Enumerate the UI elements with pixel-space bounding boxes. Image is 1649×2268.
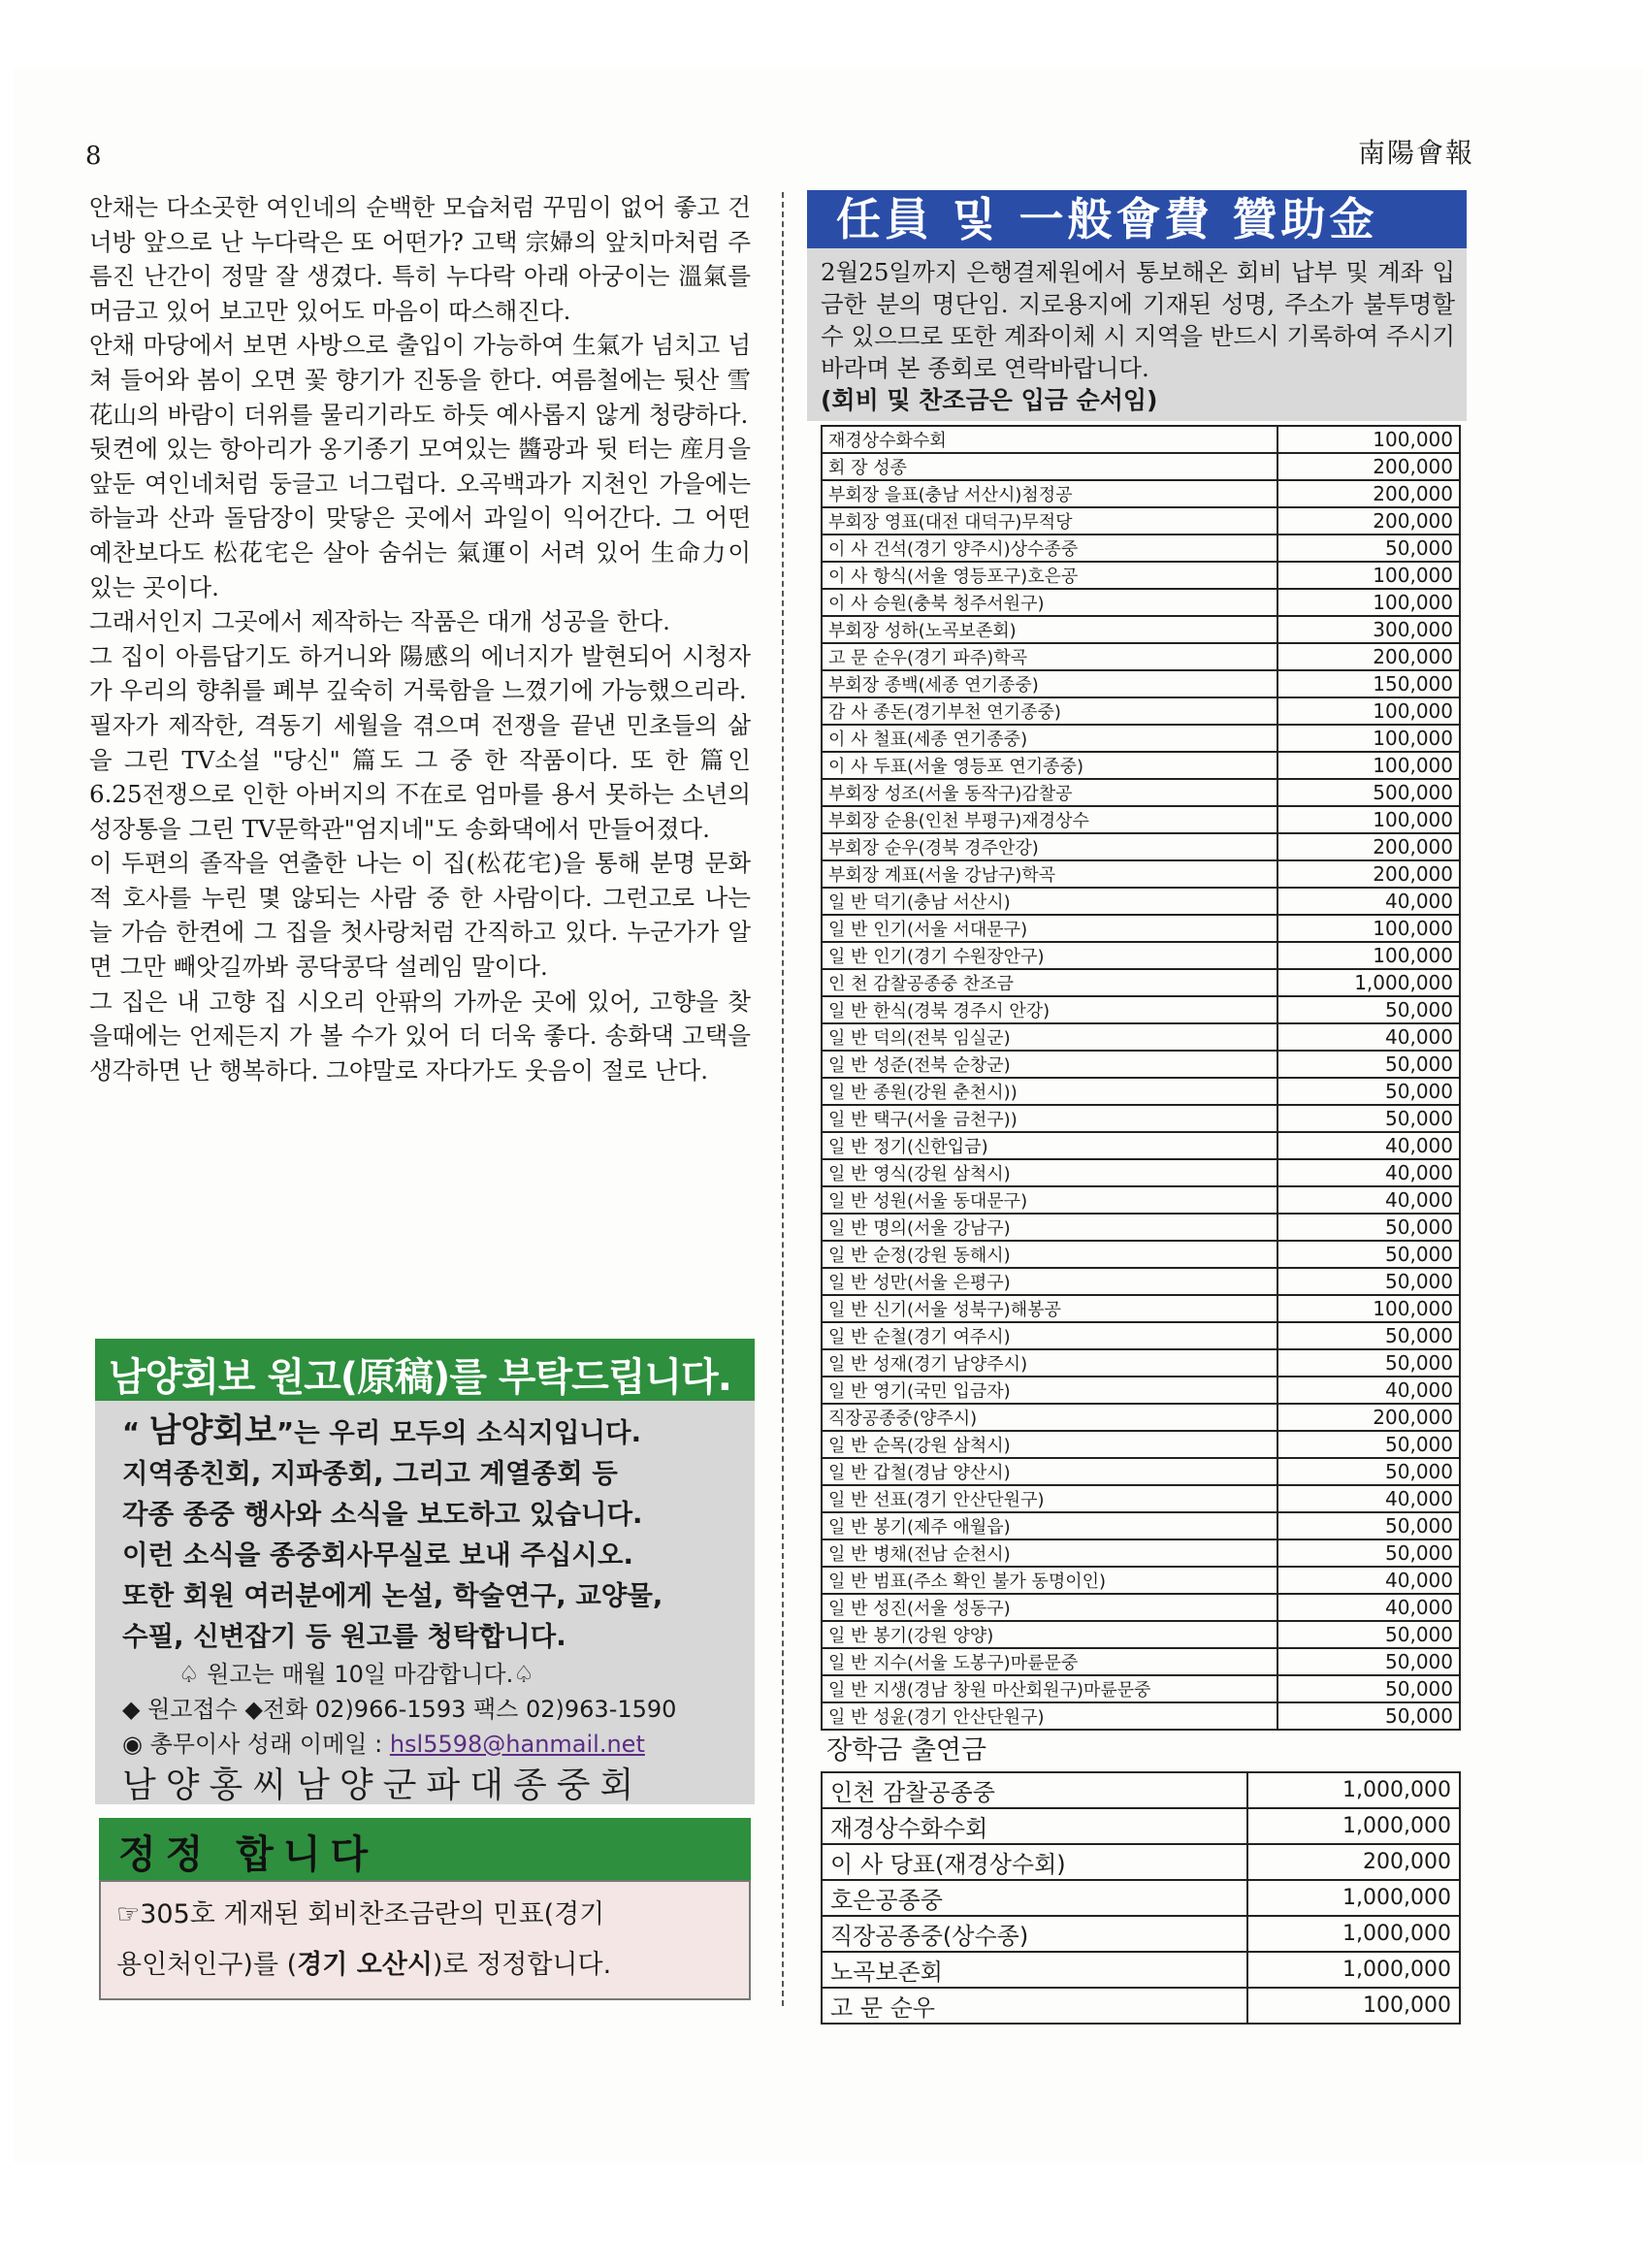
- request-line: 각종 종중 행사와 소식을 보도하고 있습니다.: [122, 1499, 643, 1530]
- table-row: [822, 888, 1460, 915]
- donations-intro-text: 2월25일까지 은행결제원에서 통보해온 회비 납부 및 계좌 입금한 분의 명단임. 지로용지에 기재된 성명, 주소가 불투명할 수 있으므로 또한 계좌이체 시 지역을 반드시 기록하여 주시기 바라며 본 종회로 연락바랍니다.: [821, 258, 1455, 382]
- donor-name: 일 반 인기(서울 서대문구): [822, 915, 1277, 942]
- donor-name: 일 반 봉기(강원 양양): [822, 1621, 1277, 1648]
- donor-name: 부회장 종백(세종 연기종중): [822, 670, 1277, 697]
- donation-amount: 50,000: [1277, 1431, 1460, 1458]
- pointing-hand-icon: ☞: [116, 1899, 141, 1929]
- table-row: [822, 1268, 1460, 1295]
- donor-name: 일 반 성원(서울 동대문구): [822, 1186, 1277, 1214]
- donor-name: 일 반 명의(서울 강남구): [822, 1214, 1277, 1241]
- table-row: [822, 1377, 1460, 1404]
- donation-amount: 150,000: [1277, 670, 1460, 697]
- donation-amount: 200,000: [1277, 860, 1460, 888]
- table-row: [822, 969, 1460, 996]
- donations-intro: [807, 248, 1467, 421]
- donation-amount: 100,000: [1277, 806, 1460, 833]
- email-label: ◉ 총무이사 성래 이메일 :: [122, 1731, 390, 1758]
- open-quote: “: [122, 1417, 141, 1448]
- page-number: 8: [85, 142, 102, 171]
- donor-name: 부회장 순우(경북 경주안강): [822, 833, 1277, 860]
- email-line: [122, 1727, 731, 1762]
- corrected-location: 경기 오산시: [297, 1950, 433, 1980]
- scholarship-table: [821, 1771, 1461, 2025]
- table-row: [822, 1621, 1460, 1648]
- donation-amount: 100,000: [1277, 426, 1460, 453]
- donor-name: 일 반 병채(전남 순천시): [822, 1539, 1277, 1567]
- donation-amount: 40,000: [1277, 1186, 1460, 1214]
- donation-amount: 200,000: [1277, 507, 1460, 535]
- donor-name: 이 사 항식(서울 영등포구)호은공: [822, 562, 1277, 589]
- donation-amount: 1,000,000: [1247, 1952, 1460, 1988]
- request-body: [95, 1401, 755, 1810]
- table-row: [822, 1539, 1460, 1567]
- table-row: [822, 1105, 1460, 1132]
- correction-text: )로 정정합니다.: [432, 1950, 612, 1980]
- donation-amount: 40,000: [1277, 888, 1460, 915]
- table-row: [822, 1458, 1460, 1485]
- table-row: [822, 1295, 1460, 1322]
- donor-name: 일 반 지생(경남 창원 마산회원구)마륜문중: [822, 1675, 1277, 1702]
- essay-paragraph: 이 두편의 졸작을 연출한 나는 이 집(松花宅)을 통해 분명 문화적 호사를 누린 몇 않되는 사람 중 한 사람이다. 그런고로 나는 늘 가슴 한켠에 그 집을 첫사랑처럼 간직하고 있다. 누군가가 알면 그만 빼앗길까봐 콩닥콩닥 설레임 말이다.: [89, 849, 751, 982]
- table-row: [822, 1485, 1460, 1512]
- donation-amount: 50,000: [1277, 1322, 1460, 1349]
- table-row: [822, 860, 1460, 888]
- deadline-notice: ♤ 원고는 매월 10일 마감합니다.♤: [178, 1661, 534, 1688]
- donor-name: 일 반 성만(서울 은평구): [822, 1268, 1277, 1295]
- table-row: [822, 589, 1460, 616]
- donor-name: 이 사 건석(경기 양주시)상수종중: [822, 535, 1277, 562]
- request-line: 이런 소식을 종중회사무실로 보내 주십시오.: [122, 1539, 633, 1571]
- donation-amount: 1,000,000: [1277, 969, 1460, 996]
- donation-amount: 40,000: [1277, 1159, 1460, 1186]
- essay-paragraph: 그 집이 아름답기도 하거니와 陽感의 에너지가 발현되어 시청자가 우리의 향취를 폐부 깊숙히 거룩함을 느꼈기에 가능했으리라.: [89, 641, 751, 705]
- table-row: [822, 1159, 1460, 1186]
- table-row: [822, 670, 1460, 697]
- donation-amount: 300,000: [1277, 616, 1460, 643]
- table-row: [822, 1512, 1460, 1539]
- donation-amount: 100,000: [1277, 1295, 1460, 1322]
- request-line: 수필, 신변잡기 등 원고를 청탁합니다.: [122, 1621, 566, 1652]
- essay-paragraph: 필자가 제작한, 격동기 세월을 겪으며 전쟁을 끝낸 민초들의 삶을 그린 TV소설 "당신" 篇도 그 중 한 작품이다. 또 한 篇인 6.25전쟁으로 인한 아버지의 不在로 엄마를 용서 못하는 소년의 성장통을 그린 TV문학관"엄지네"도 송화댁에서 만들어졌다.: [89, 710, 751, 843]
- donation-amount: 100,000: [1247, 1988, 1460, 2024]
- donor-name: 일 반 덕의(전북 임실군): [822, 1023, 1277, 1051]
- correction-text: 305호 게재된 회비찬조금란의 민표(경기: [140, 1899, 605, 1929]
- correction-line: [116, 1940, 733, 1991]
- table-row: [822, 1567, 1460, 1594]
- table-row: [822, 752, 1460, 779]
- donor-name: 회 장 성종: [822, 453, 1277, 480]
- donor-name: 일 반 영기(국민 입금자): [822, 1377, 1277, 1404]
- newsletter-name: 남양회보: [148, 1411, 277, 1450]
- donation-amount: 40,000: [1277, 1377, 1460, 1404]
- table-row: [822, 1916, 1460, 1952]
- correction-text: 용인처인구)를 (: [116, 1950, 298, 1980]
- donor-name: 재경상수화수회: [822, 426, 1277, 453]
- donation-amount: 100,000: [1277, 562, 1460, 589]
- donation-amount: 50,000: [1277, 1458, 1460, 1485]
- donation-amount: 100,000: [1277, 697, 1460, 725]
- contact-info: ◆ 원고접수 ◆전화 02)966-1593 팩스 02)963-1590: [122, 1696, 677, 1723]
- donation-amount: 200,000: [1277, 453, 1460, 480]
- table-row: [822, 1431, 1460, 1458]
- donation-amount: 200,000: [1277, 480, 1460, 507]
- donor-name: 감 사 종돈(경기부천 연기종중): [822, 697, 1277, 725]
- donor-name: 일 반 영식(강원 삼척시): [822, 1159, 1277, 1186]
- masthead-title: 南陽會報: [1357, 137, 1474, 169]
- request-line: 지역종친회, 지파종회, 그리고 계열종회 등: [122, 1458, 618, 1489]
- donations-title: 任員 및 一般會費 贊助金: [807, 190, 1467, 248]
- donor-name: 고 문 순우(경기 파주)학곡: [822, 643, 1277, 670]
- donor-name: 일 반 인기(경기 수원장안구): [822, 942, 1277, 969]
- table-row: [822, 1594, 1460, 1621]
- table-row: [822, 1988, 1460, 2024]
- table-row: [822, 507, 1460, 535]
- table-row: [822, 942, 1460, 969]
- table-row: [822, 1349, 1460, 1377]
- table-row: [822, 833, 1460, 860]
- donation-amount: 500,000: [1277, 779, 1460, 806]
- donation-amount: 50,000: [1277, 1648, 1460, 1675]
- table-row: [822, 616, 1460, 643]
- donor-name: 일 반 순목(강원 삼척시): [822, 1431, 1277, 1458]
- donation-amount: 1,000,000: [1247, 1880, 1460, 1916]
- donation-amount: 50,000: [1277, 996, 1460, 1023]
- donation-amount: 40,000: [1277, 1567, 1460, 1594]
- table-row: [822, 562, 1460, 589]
- table-row: [822, 1808, 1460, 1844]
- donor-name: 일 반 선표(경기 안산단원구): [822, 1485, 1277, 1512]
- donations-table: [821, 425, 1461, 1731]
- donation-amount: 40,000: [1277, 1485, 1460, 1512]
- donation-amount: 50,000: [1277, 1268, 1460, 1295]
- donation-amount: 50,000: [1277, 1105, 1460, 1132]
- table-row: [822, 915, 1460, 942]
- correction-title: 정정 합니다: [99, 1818, 751, 1880]
- left-column: [89, 190, 751, 1087]
- table-row: [822, 1322, 1460, 1349]
- table-row: [822, 1078, 1460, 1105]
- donation-amount: 200,000: [1277, 1404, 1460, 1431]
- donation-amount: 50,000: [1277, 1078, 1460, 1105]
- donation-amount: 1,000,000: [1247, 1916, 1460, 1952]
- table-row: [822, 643, 1460, 670]
- essay-paragraph: 뒷켠에 있는 항아리가 옹기종기 모여있는 醬광과 뒷 터는 産月을 앞둔 여인네처럼 둥글고 너그럽다. 오곡백과가 지천인 가을에는 하늘과 산과 돌담장이 맞닿은 곳에서 과일이 익어간다. 그 어떤 예찬보다도 松花宅은 살아 숨쉬는 氣運이 서려 있어 生命力이 있는 곳이다.: [89, 435, 751, 601]
- table-row: [822, 1952, 1460, 1988]
- donor-name: 부회장 영표(대전 대덕구)무적당: [822, 507, 1277, 535]
- donation-amount: 40,000: [1277, 1594, 1460, 1621]
- table-row: [822, 1702, 1460, 1730]
- donation-amount: 40,000: [1277, 1023, 1460, 1051]
- donation-amount: 50,000: [1277, 1241, 1460, 1268]
- donation-amount: 100,000: [1277, 915, 1460, 942]
- essay-paragraph: 안채는 다소곳한 여인네의 순백한 모습처럼 꾸밈이 없어 좋고 건너방 앞으로 난 누다락은 또 어떤가? 고택 宗婦의 앞치마처럼 주름진 난간이 정말 잘 생겼다. 특히 누다락 아래 아궁이는 溫氣를 머금고 있어 보고만 있어도 마음이 따스해진다.: [89, 193, 751, 325]
- table-row: [822, 996, 1460, 1023]
- donor-name: 재경상수화수회: [822, 1808, 1247, 1844]
- email-link[interactable]: hsl5598@hanmail.net: [389, 1731, 645, 1758]
- donor-name: 일 반 지수(서울 도봉구)마륜문중: [822, 1648, 1277, 1675]
- donation-amount: 1,000,000: [1247, 1772, 1460, 1808]
- table-row: [822, 1675, 1460, 1702]
- donor-name: 일 반 범표(주소 확인 불가 동명이인): [822, 1567, 1277, 1594]
- essay-paragraph: 그 집은 내 고향 집 시오리 안팎의 가까운 곳에 있어, 고향을 찾을때에는 언제든지 가 볼 수가 있어 더 더욱 좋다. 송화댁 고택을 생각하면 난 행복하다. 그야말로 자다가도 웃음이 절로 난다.: [89, 987, 751, 1085]
- essay-paragraph: 안채 마당에서 보면 사방으로 출입이 가능하여 生氣가 넘치고 넘쳐 들어와 봄이 오면 꽃 향기가 진동을 한다. 여름철에는 뒷산 雪花山의 바람이 더위를 물리기라도 하듯 예사롭지 않게 청량하다.: [89, 331, 751, 429]
- table-row: [822, 1648, 1460, 1675]
- correction-box: [99, 1818, 751, 2002]
- donations-order-note: (회비 및 찬조금은 입금 순서임): [821, 386, 1158, 414]
- table-row: [822, 453, 1460, 480]
- donor-name: 일 반 갑철(경남 양산시): [822, 1458, 1277, 1485]
- column-divider: [782, 192, 784, 2006]
- donation-amount: 100,000: [1277, 589, 1460, 616]
- donor-name: 부회장 성조(서울 동작구)감찰공: [822, 779, 1277, 806]
- donor-name: 부회장 계표(서울 강남구)학곡: [822, 860, 1277, 888]
- donor-name: 이 사 승원(충북 청주서원구): [822, 589, 1277, 616]
- donation-amount: 40,000: [1277, 1132, 1460, 1159]
- donation-amount: 50,000: [1277, 1214, 1460, 1241]
- donor-name: 일 반 정기(신한입금): [822, 1132, 1277, 1159]
- donor-name: 직장공종중(상수종): [822, 1916, 1247, 1952]
- scholarship-title: 장학금 출연금: [826, 1735, 987, 1766]
- donation-amount: 50,000: [1277, 1539, 1460, 1567]
- donation-amount: 50,000: [1277, 1675, 1460, 1702]
- request-line-text: ”는 우리 모두의 소식지입니다.: [276, 1417, 642, 1448]
- donation-amount: 50,000: [1277, 535, 1460, 562]
- table-row: [822, 779, 1460, 806]
- table-row: [822, 1132, 1460, 1159]
- donor-name: 일 반 신기(서울 성북구)해봉공: [822, 1295, 1277, 1322]
- donation-amount: 50,000: [1277, 1349, 1460, 1377]
- donor-name: 부회장 성하(노곡보존회): [822, 616, 1277, 643]
- donor-name: 이 사 당표(재경상수회): [822, 1844, 1247, 1880]
- request-line: [122, 1410, 731, 1453]
- donation-amount: 200,000: [1277, 643, 1460, 670]
- table-row: [822, 1023, 1460, 1051]
- donation-amount: 50,000: [1277, 1702, 1460, 1730]
- donation-amount: 50,000: [1277, 1621, 1460, 1648]
- table-row: [822, 697, 1460, 725]
- donor-name: 직장공종중(양주시): [822, 1404, 1277, 1431]
- donor-name: 노곡보존회: [822, 1952, 1247, 1988]
- donor-name: 인천 감찰공종중: [822, 1772, 1247, 1808]
- donor-name: 일 반 덕기(충남 서산시): [822, 888, 1277, 915]
- correction-body: [99, 1880, 751, 2000]
- essay-body: [89, 190, 751, 1087]
- donation-amount: 100,000: [1277, 942, 1460, 969]
- donation-amount: 200,000: [1247, 1844, 1460, 1880]
- table-row: [822, 426, 1460, 453]
- table-row: [822, 1404, 1460, 1431]
- donor-name: 이 사 두표(서울 영등포 연기종중): [822, 752, 1277, 779]
- table-row: [822, 725, 1460, 752]
- donor-name: 일 반 성준(전북 순창군): [822, 1051, 1277, 1078]
- manuscript-request-box: [95, 1339, 755, 1804]
- donor-name: 일 반 한식(경북 경주시 안강): [822, 996, 1277, 1023]
- donation-amount: 200,000: [1277, 833, 1460, 860]
- table-row: [822, 1051, 1460, 1078]
- donor-name: 고 문 순우: [822, 1988, 1247, 2024]
- table-row: [822, 1241, 1460, 1268]
- donation-amount: 1,000,000: [1247, 1808, 1460, 1844]
- donor-name: 이 사 철표(세종 연기종중): [822, 725, 1277, 752]
- table-row: [822, 1844, 1460, 1880]
- donor-name: 일 반 봉기(제주 애월읍): [822, 1512, 1277, 1539]
- donor-name: 일 반 성윤(경기 안산단원구): [822, 1702, 1277, 1730]
- table-row: [822, 535, 1460, 562]
- donation-amount: 50,000: [1277, 1051, 1460, 1078]
- table-row: [822, 1772, 1460, 1808]
- donor-name: 일 반 순정(강원 동해시): [822, 1241, 1277, 1268]
- table-row: [822, 806, 1460, 833]
- donor-name: 부회장 을표(충남 서산시)첨정공: [822, 480, 1277, 507]
- request-line: 또한 회원 여러분에게 논설, 학술연구, 교양물,: [122, 1580, 663, 1611]
- table-row: [822, 1880, 1460, 1916]
- donor-name: 일 반 성진(서울 성동구): [822, 1594, 1277, 1621]
- request-title: 남양회보 원고(原稿)를 부탁드립니다.: [95, 1339, 755, 1401]
- donor-name: 호은공종중: [822, 1880, 1247, 1916]
- donation-amount: 50,000: [1277, 1512, 1460, 1539]
- donor-name: 일 반 순철(경기 여주시): [822, 1322, 1277, 1349]
- table-row: [822, 1214, 1460, 1241]
- donation-amount: 100,000: [1277, 752, 1460, 779]
- right-column: [807, 190, 1467, 2025]
- table-row: [822, 1186, 1460, 1214]
- donor-name: 일 반 종원(강원 춘천시)): [822, 1078, 1277, 1105]
- donor-name: 일 반 택구(서울 금천구)): [822, 1105, 1277, 1132]
- donor-name: 일 반 성재(경기 남양주시): [822, 1349, 1277, 1377]
- essay-paragraph: 그래서인지 그곳에서 제작하는 작품은 대개 성공을 한다.: [89, 607, 670, 636]
- table-row: [822, 480, 1460, 507]
- donation-amount: 100,000: [1277, 725, 1460, 752]
- donor-name: 부회장 순용(인천 부평구)재경상수: [822, 806, 1277, 833]
- correction-line: [116, 1890, 733, 1940]
- organization-name: 남양홍씨남양군파대종중회: [122, 1766, 644, 1805]
- donor-name: 인 천 감찰공종중 찬조금: [822, 969, 1277, 996]
